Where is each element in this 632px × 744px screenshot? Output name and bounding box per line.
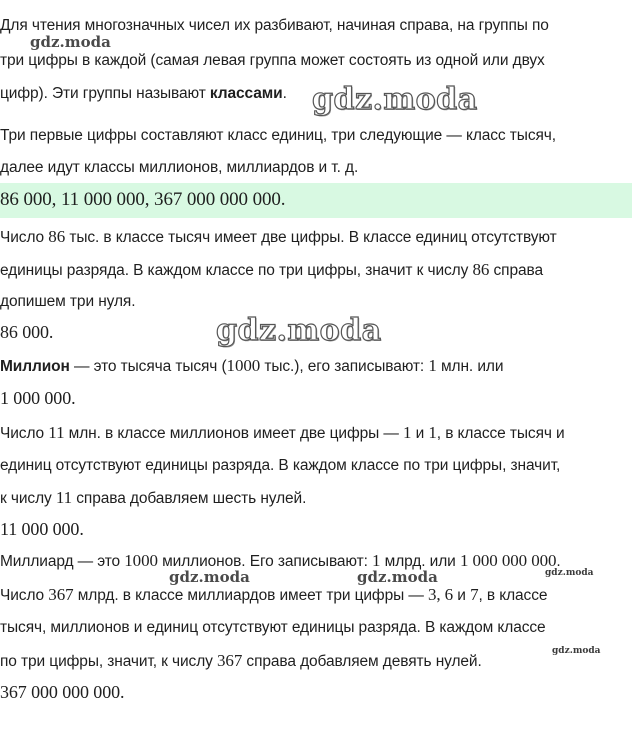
term-classes: классами <box>209 85 283 102</box>
text-line: к числу 11 справа добавляем шесть нулей. <box>0 488 307 507</box>
text-line: Три первые цифры составляют класс единиц, три следующие — класс тысяч, <box>0 127 556 144</box>
watermark: gdz.moda <box>357 568 438 586</box>
watermark: gdz.moda <box>312 82 478 117</box>
text-line: тысяч, миллионов и единиц отсутствуют единицы разряда. В каждом классе <box>0 619 546 636</box>
text-line: Число 367 млрд. в классе миллиардов имеет три цифры — 3, 6 и 7, в классе <box>0 585 548 604</box>
watermark: gdz.moda <box>545 568 594 578</box>
text-line: Число 11 млн. в классе миллионов имеет две цифры — 1 и 1, в классе тысяч и <box>0 423 565 442</box>
watermark: gdz.moda <box>30 33 111 51</box>
watermark: gdz.moda <box>169 568 250 586</box>
text-line: три цифры в каждой (самая левая группа может состоять из одной или двух <box>0 52 545 69</box>
answer-line: 86 000, 11 000 000, 367 000 000 000. <box>0 189 286 210</box>
text-line: Миллион — это тысяча тысяч (1000 тыс.), его записывают: 1 млн. или <box>0 356 504 375</box>
text-line: далее идут классы миллионов, миллиардов и т. д. <box>0 159 359 176</box>
watermark: gdz.moda <box>552 646 601 656</box>
result-line: 1 000 000. <box>0 388 76 408</box>
text-line: Миллиард — это 1000 миллионов. Его записывают: 1 млрд. или 1 000 000 000. <box>0 551 561 570</box>
text-line: единиц отсутствуют единицы разряда. В каждом классе по три цифры, значит, <box>0 457 561 474</box>
text-line: Для чтения многозначных чисел их разбивают, начиная справа, на группы по <box>0 17 549 34</box>
text-line: допишем три нуля. <box>0 293 136 310</box>
result-line: 86 000. <box>0 322 54 342</box>
text-line: по три цифры, значит, к числу 367 справа добавляем девять нулей. <box>0 651 482 670</box>
text-line: Число 86 тыс. в классе тысяч имеет две цифры. В классе единиц отсутствуют <box>0 227 557 246</box>
result-line: 367 000 000 000. <box>0 682 125 702</box>
watermark: gdz.moda <box>216 313 382 348</box>
text-line: цифр). Эти группы называют классами. <box>0 85 287 102</box>
term-million: Миллион <box>0 358 70 375</box>
result-line: 11 000 000. <box>0 519 84 539</box>
text-line: единицы разряда. В каждом классе по три цифры, значит к числу 86 справа <box>0 260 543 279</box>
